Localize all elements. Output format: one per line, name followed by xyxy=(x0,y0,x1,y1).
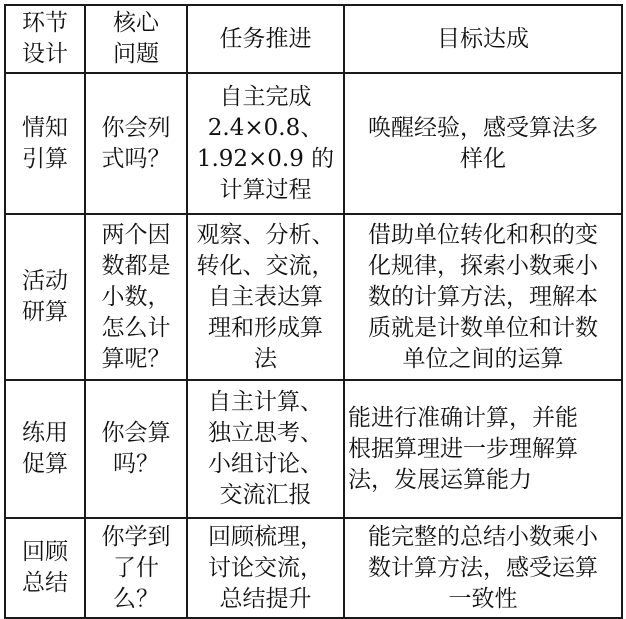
question-cell: 你学到 了什 么？ xyxy=(85,518,187,618)
document-page xyxy=(4,4,623,619)
stage-cell: 情知 引算 xyxy=(5,73,85,214)
task-cell: 自主完成 2.4×0.8、 1.92×0.9 的 计算过程 xyxy=(187,73,344,214)
header-goal: 目标达成 xyxy=(344,5,622,73)
table-row xyxy=(5,214,622,380)
header-task: 任务推进 xyxy=(187,5,344,73)
stage-cell: 练用 促算 xyxy=(5,380,85,518)
task-cell: 回顾梳理， 讨论交流， 总结提升 xyxy=(187,518,344,618)
task-cell: 观察、分析、 转化、交流， 自主表达算 理和形成算 法 xyxy=(187,214,344,380)
question-cell: 两个因 数都是 小数， 怎么计 算呢？ xyxy=(85,214,187,380)
table-row xyxy=(5,73,622,214)
question-cell: 你会列 式吗？ xyxy=(85,73,187,214)
table-row xyxy=(5,380,622,518)
goal-cell: 借助单位转化和积的变 化规律，探索小数乘小 数的计算方法，理解本 质就是计数单位和计数 单位之间的运算 xyxy=(344,214,622,380)
header-stage: 环节 设计 xyxy=(5,5,85,73)
lesson-design-table xyxy=(4,4,623,619)
table-row xyxy=(5,518,622,618)
stage-cell: 活动 研算 xyxy=(5,214,85,380)
header-question: 核心 问题 xyxy=(85,5,187,73)
task-cell: 自主计算、 独立思考、 小组讨论、 交流汇报 xyxy=(187,380,344,518)
question-cell: 你会算 吗？ xyxy=(85,380,187,518)
table-header-row xyxy=(5,5,622,73)
goal-cell: 能完整的总结小数乘小 数计算方法，感受运算 一致性 xyxy=(344,518,622,618)
goal-cell: 唤醒经验，感受算法多 样化 xyxy=(344,73,622,214)
goal-cell: 能进行准确计算，并能 根据算理进一步理解算 法，发展运算能力 xyxy=(344,380,622,518)
stage-cell: 回顾 总结 xyxy=(5,518,85,618)
